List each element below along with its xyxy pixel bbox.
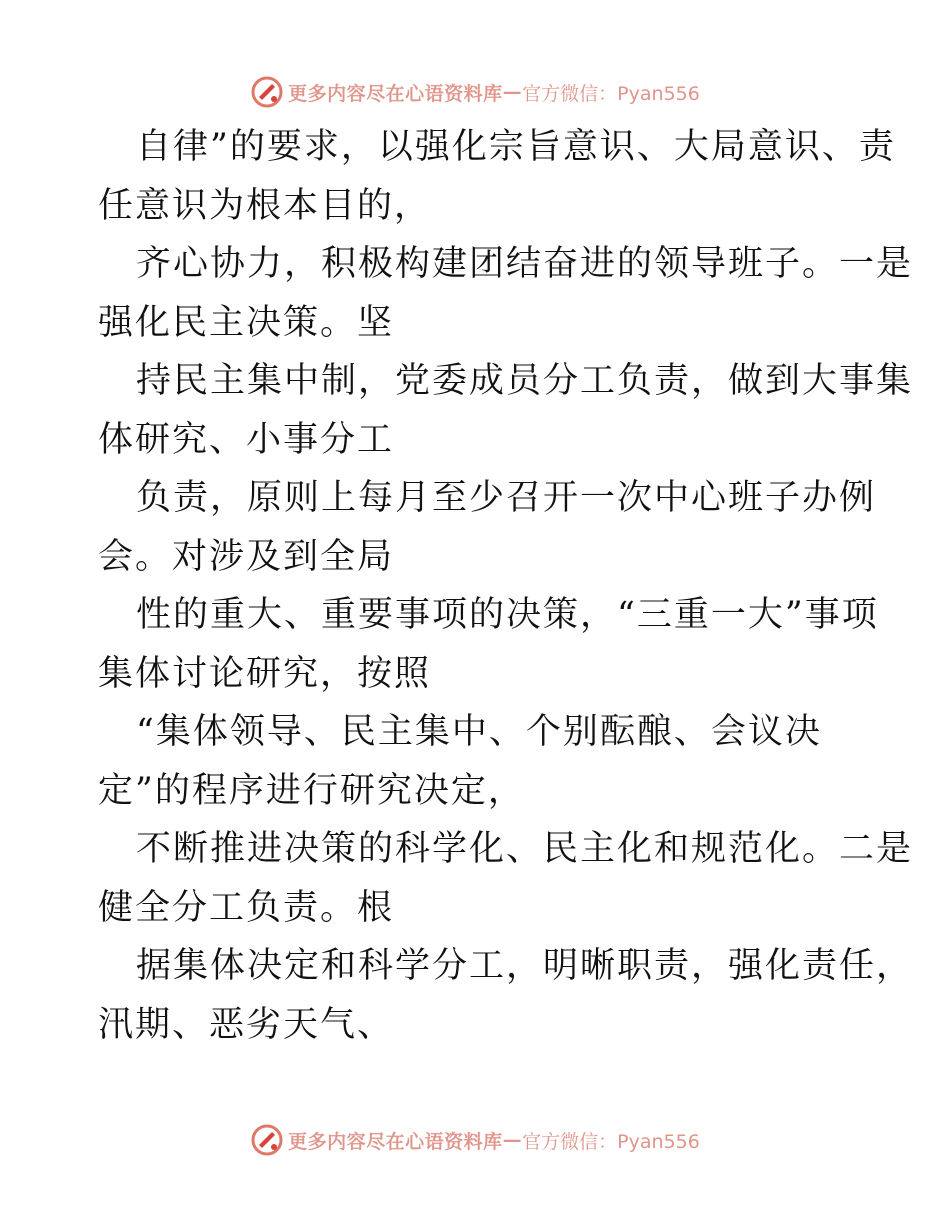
text-line: 会。对涉及到全局 — [98, 536, 395, 577]
text-line: 汛期、恶劣天气、 — [98, 1004, 395, 1045]
logo-icon — [250, 75, 284, 109]
footer-watermark — [0, 1118, 950, 1162]
text-line: 持民主集中制，党委成员分工负责，做到大事集 — [136, 361, 914, 401]
text-line: 负责，原则上每月至少召开一次中心班子办例 — [136, 478, 877, 518]
text-line: 不断推进决策的科学化、民主化和规范化。二是 — [136, 829, 914, 869]
header-watermark — [0, 70, 950, 114]
watermark-main-text: 更多内容尽在心语资料库 — [288, 1130, 503, 1153]
text-line: 任意识为根本目的， — [98, 185, 432, 226]
text-line: 性的重大、重要事项的决策，“三重一大”事项 — [136, 595, 879, 635]
text-line: 齐心协力，积极构建团结奋进的领导班子。一是 — [136, 244, 914, 284]
text-line: “集体领导、民主集中、个别酝酿、会议决 — [136, 712, 822, 752]
watermark-main-text: 更多内容尽在心语资料库 — [288, 82, 503, 105]
document-body — [98, 118, 914, 1054]
text-line: 自律”的要求，以强化宗旨意识、大局意识、责 — [136, 127, 896, 167]
text-line: 健全分工负责。根 — [98, 887, 395, 928]
text-line: 集体讨论研究，按照 — [98, 653, 432, 694]
watermark-sub-text: 官方微信：Pyan556 — [522, 82, 700, 105]
text-line: 定”的程序进行研究决定， — [98, 770, 525, 811]
logo-icon — [250, 1123, 284, 1157]
watermark-sub-text: 官方微信：Pyan556 — [522, 1130, 700, 1153]
watermark-dash: — — [502, 81, 523, 103]
text-line: 据集体决定和科学分工，明晰职责，强化责任， — [136, 946, 914, 986]
watermark-dash: — — [502, 1129, 523, 1151]
text-line: 体研究、小事分工 — [98, 419, 395, 460]
text-line: 强化民主决策。坚 — [98, 302, 395, 343]
